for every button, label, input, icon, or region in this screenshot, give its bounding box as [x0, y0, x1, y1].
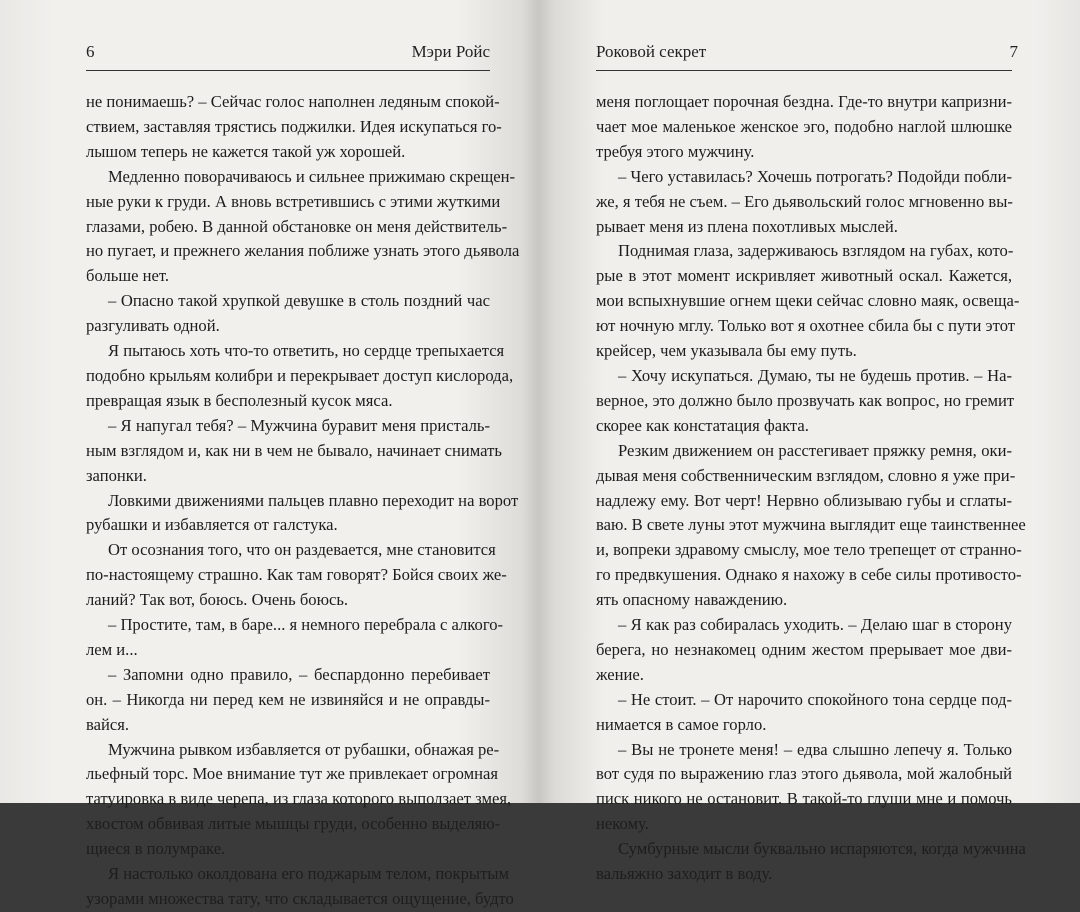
- text-line: и, вопреки здравому смыслу, мое тело трепещет от странно-: [596, 540, 1022, 560]
- text-line: чает мое маленькое женское эго, подобно наглой шлюшке: [596, 116, 1012, 136]
- page-body: [86, 90, 520, 912]
- text-line: – Запомни одно правило, – беспардонно перебивает: [108, 664, 490, 684]
- page-number: 7: [1009, 42, 1018, 61]
- text-line: но пугает, и прежнего желания поближе узнать этого дьявола: [86, 241, 520, 261]
- text-line: по-настоящему страшно. Как там говорят? Бойся своих же-: [86, 565, 507, 585]
- text-line: щиеся в полумраке.: [86, 839, 226, 859]
- text-line: надлежу ему. Вот черт! Нервно облизываю губы и сглаты-: [596, 490, 1012, 510]
- running-title: Роковой секрет: [596, 42, 707, 61]
- text-line: некому.: [596, 814, 649, 834]
- left-page: [0, 0, 538, 908]
- text-line: ять опасному наваждению.: [596, 590, 788, 610]
- text-line: ным взглядом и, как ни в чем не бывало, начинает снимать: [86, 440, 502, 460]
- text-line: требуя этого мужчину.: [596, 141, 755, 161]
- text-line: он. – Никогда ни перед кем не извиняйся и не оправды-: [86, 689, 490, 709]
- text-line: – Я как раз собиралась уходить. – Делаю шаг в сторону: [618, 615, 1012, 635]
- text-line: больше нет.: [86, 266, 170, 286]
- text-line: льефный торс. Мое внимание тут же привлекает огромная: [86, 764, 498, 784]
- text-line: скорее как констатация факта.: [596, 415, 809, 435]
- page-number: 6: [86, 42, 95, 61]
- text-line: ваю. В свете луны этот мужчина выглядит еще таинственнее: [596, 515, 1026, 535]
- page-body: [596, 90, 1026, 887]
- text-line: ют ночную мглу. Только вот я охотнее сбила бы с пути этот: [596, 316, 1016, 336]
- text-line: – Я напугал тебя? – Мужчина буравит меня присталь-: [108, 415, 490, 435]
- text-line: ланий? Так вот, боюсь. Очень боюсь.: [86, 590, 349, 610]
- text-line: го предвкушения. Однако я нахожу в себе силы противосто-: [596, 565, 1022, 585]
- text-line: Я настолько околдована его поджарым телом, покрытым: [108, 864, 509, 884]
- header-rule: [86, 70, 490, 71]
- text-line: – Простите, там, в баре... я немного перебрала с алкого-: [108, 615, 504, 635]
- text-line: Я пытаюсь хоть что-то ответить, но сердце трепыхается: [108, 341, 505, 361]
- text-line: вот судя по выражению глаз этого дьявола, мой жалобный: [596, 764, 1012, 784]
- text-line: верное, это должно было прозвучать как вопрос, но гремит: [596, 390, 1015, 410]
- text-line: вальяжно заходит в воду.: [596, 864, 773, 884]
- text-line: же, я тебя не съем. – Его дьявольский голос мгновенно вы-: [596, 191, 1013, 211]
- text-line: дывая меня собственническим взглядом, словно я уже при-: [596, 465, 1016, 485]
- text-line: Сумбурные мысли буквально испаряются, когда мужчина: [618, 839, 1026, 859]
- text-line: хвостом обвивая литые мышцы груди, особенно выделяю-: [86, 814, 501, 834]
- text-line: ствием, заставляя трястись поджилки. Идея искупаться го-: [86, 116, 502, 136]
- text-line: рывает меня из плена похотливых мыслей.: [596, 216, 898, 236]
- running-title: Мэри Ройс: [411, 42, 490, 61]
- text-line: Резким движением он расстегивает пряжку ремня, оки-: [618, 440, 1012, 460]
- text-line: глазами, робею. В данной обстановке он меня действитель-: [86, 216, 508, 236]
- text-line: Ловкими движениями пальцев плавно переходит на ворот: [108, 490, 519, 510]
- text-line: писк никого не остановит. В такой-то глуши мне и помочь: [596, 789, 1012, 809]
- text-line: Медленно поворачиваюсь и сильнее прижимаю скрещен-: [108, 166, 516, 186]
- text-line: крейсер, чем указывала бы ему путь.: [596, 341, 857, 361]
- text-line: ные руки к груди. А вновь встретившись с этими жуткими: [86, 191, 501, 211]
- text-line: не понимаешь? – Сейчас голос наполнен ледяным спокой-: [86, 92, 500, 111]
- text-line: жение.: [596, 664, 644, 684]
- text-line: – Чего уставилась? Хочешь потрогать? Подойди побли-: [618, 166, 1012, 186]
- text-line: запонки.: [86, 465, 147, 485]
- text-line: рые в этот момент искривляет животный оскал. Кажется,: [596, 266, 1012, 286]
- text-line: Поднимая глаза, задерживаюсь взглядом на губах, кото-: [618, 241, 1014, 261]
- text-line: превращая язык в бесполезный кусок мяса.: [86, 390, 393, 410]
- text-line: рубашки и избавляется от галстука.: [86, 515, 338, 535]
- text-line: подобно крыльям колибри и перекрывает доступ кислорода,: [86, 365, 514, 385]
- text-line: лышом теперь не кажется такой уж хорошей.: [86, 141, 406, 161]
- text-line: – Опасно такой хрупкой девушке в столь поздний час: [108, 291, 490, 311]
- text-line: От осознания того, что он раздевается, мне становится: [108, 540, 496, 560]
- text-line: разгуливать одной.: [86, 316, 220, 336]
- text-line: лем и...: [86, 639, 138, 659]
- header-rule: [596, 70, 1012, 71]
- text-line: нимается в самое горло.: [596, 714, 767, 734]
- text-line: – Вы не тронете меня! – едва слышно лепечу я. Только: [618, 739, 1012, 759]
- text-line: узорами множества тату, что складывается ощущение, будто: [86, 889, 514, 908]
- text-line: вайся.: [86, 714, 130, 734]
- text-line: татуировка в виде черепа, из глаза которого выползает змея,: [86, 789, 512, 809]
- right-page: [538, 0, 1080, 884]
- text-line: берега, но незнакомец одним жестом прерывает мое дви-: [596, 639, 1012, 659]
- text-line: Мужчина рывком избавляется от рубашки, обнажая ре-: [108, 739, 500, 759]
- text-line: – Хочу искупаться. Думаю, ты не будешь против. – На-: [618, 365, 1012, 385]
- text-line: меня поглощает порочная бездна. Где-то внутри капризни-: [596, 92, 1012, 111]
- text-line: мои вспыхнувшие огнем щеки сейчас словно маяк, освеща-: [596, 291, 1020, 311]
- text-line: – Не стоит. – От нарочито спокойного тона сердце под-: [618, 689, 1012, 709]
